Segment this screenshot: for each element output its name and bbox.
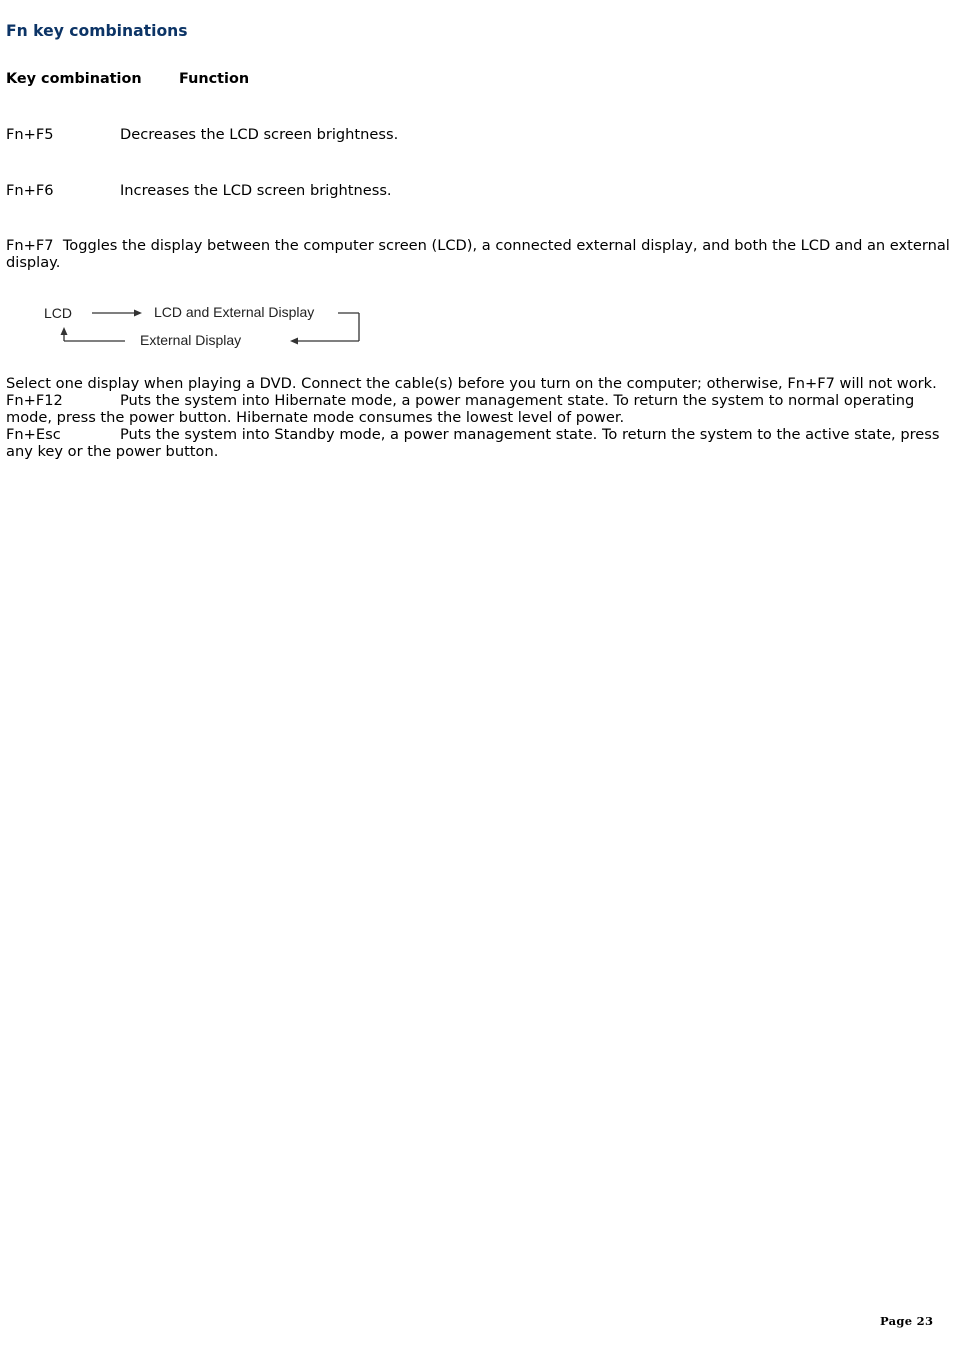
diagram-label-external: External Display <box>140 332 242 348</box>
diagram-label-lcd-and-external: LCD and External Display <box>154 304 315 320</box>
key-label: Fn+F12 <box>6 392 63 409</box>
key-description: Puts the system into Hibernate mode, a power management state. To return the system to normal operating mode, press the power button. Hibernate mode consumes the lowest level of power. <box>6 392 915 426</box>
arrow-head-right <box>134 310 142 317</box>
fn-f7-description: Fn+F7 Toggles the display between the computer screen (LCD), a connected external display, and both the LCD and an external display. <box>6 237 950 271</box>
key-description: Increases the LCD screen brightness. <box>120 182 392 199</box>
key-label: Fn+F6 <box>6 182 54 199</box>
key-description: Puts the system into Standby mode, a power management state. To return the system to the active state, press any key or the power button. <box>6 426 940 460</box>
column-header-function: Function <box>179 71 250 87</box>
diagram-label-lcd: LCD <box>44 305 73 321</box>
arrow-head-up <box>61 327 68 335</box>
key-description: Decreases the LCD screen brightness. <box>120 126 399 143</box>
key-label: Fn+F5 <box>6 126 54 143</box>
column-header-key: Key combination <box>6 71 142 87</box>
key-label: Fn+Esc <box>6 426 61 443</box>
key-row-fn-esc <box>6 426 950 460</box>
key-row-fn-f12 <box>6 392 950 426</box>
dvd-note: Select one display when playing a DVD. Connect the cable(s) before you turn on the computer; otherwise, Fn+F7 will not work. <box>6 375 937 392</box>
page-title: Fn key combinations <box>6 22 188 40</box>
display-toggle-diagram <box>42 298 372 354</box>
usage-note <box>6 375 950 460</box>
arrow-head-left <box>290 338 298 345</box>
page-number: Page 23 <box>880 1314 934 1328</box>
